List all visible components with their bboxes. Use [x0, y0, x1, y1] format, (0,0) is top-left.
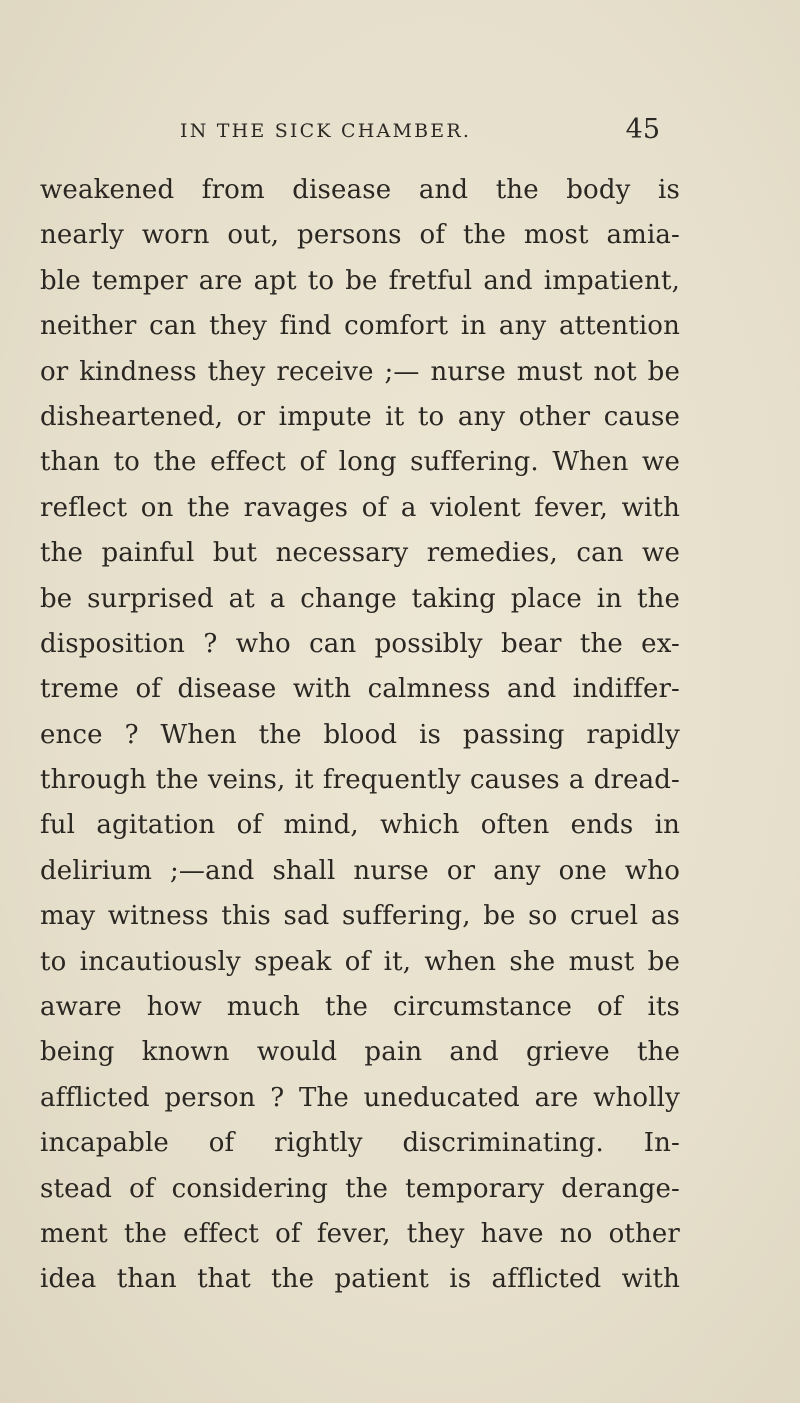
- text-line: disposition ? who can possibly bear the ex-: [40, 628, 680, 659]
- text-line: be surprised at a change taking place in the: [40, 583, 680, 614]
- text-line: ence ? When the blood is passing rapidly: [40, 719, 680, 750]
- text-line: delirium ;—and shall nurse or any one who: [40, 855, 680, 886]
- text-line: than to the effect of long suffering. When we: [40, 447, 680, 478]
- text-line: idea than that the patient is afflicted with: [40, 1264, 680, 1295]
- text-line: aware how much the circumstance of its: [40, 992, 680, 1023]
- text-line: stead of considering the temporary derange-: [40, 1173, 680, 1204]
- text-line: reflect on the ravages of a violent fever, with: [40, 492, 680, 523]
- text-line: the painful but necessary remedies, can we: [40, 538, 680, 569]
- text-line: ful agitation of mind, which often ends in: [40, 810, 680, 841]
- page-header: [180, 112, 660, 152]
- text-line: disheartened, or impute it to any other cause: [40, 401, 680, 432]
- body-text: [40, 168, 680, 1303]
- text-line: may witness this sad suffering, be so cruel as: [40, 901, 680, 932]
- text-line: being known would pain and grieve the: [40, 1037, 680, 1068]
- text-line: afflicted person ? The uneducated are wholly: [40, 1082, 680, 1113]
- text-line: ble temper are apt to be fretful and impatient,: [40, 265, 680, 296]
- text-line: to incautiously speak of it, when she must be: [40, 946, 680, 977]
- text-line: incapable of rightly discriminating. In-: [40, 1128, 680, 1159]
- text-line: through the veins, it frequently causes a dread-: [40, 765, 680, 796]
- text-line: nearly worn out, persons of the most amia-: [40, 220, 680, 251]
- text-line: ment the effect of fever, they have no other: [40, 1218, 680, 1249]
- text-line: weakened from disease and the body is: [40, 175, 680, 205]
- text-line: or kindness they receive ;— nurse must not be: [40, 356, 680, 387]
- text-line: treme of disease with calmness and indiffer-: [40, 674, 680, 705]
- page-number: 45: [625, 114, 660, 145]
- running-title: IN THE SICK CHAMBER.: [180, 120, 472, 142]
- text-line: neither can they find comfort in any attention: [40, 311, 680, 342]
